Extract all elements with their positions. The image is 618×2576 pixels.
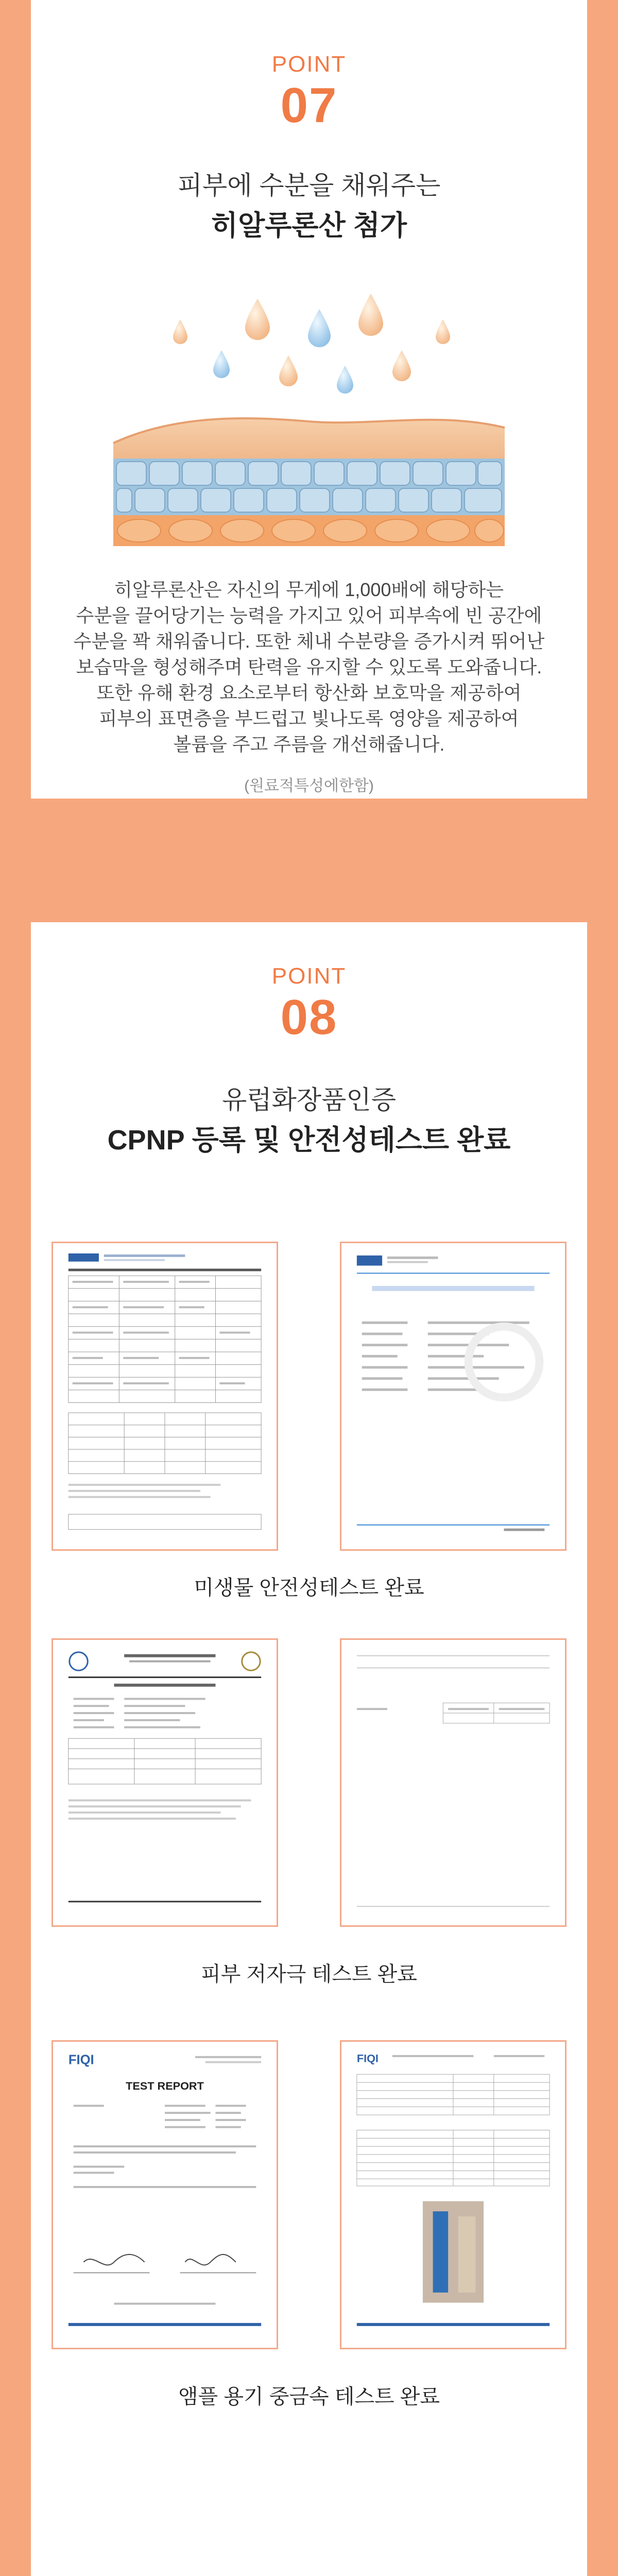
description-line: 수분을 끌어당기는 능력을 가지고 있어 피부속에 빈 공간에 bbox=[76, 605, 542, 626]
heavy-metal-results bbox=[340, 2040, 566, 2349]
microbial-test-caption: 미생물 안전성테스트 완료 bbox=[194, 1577, 424, 1599]
point-07-card bbox=[31, 0, 587, 799]
certificate-document bbox=[63, 1647, 266, 1916]
section-title: CPNP 등록 및 안전성테스트 완료 bbox=[107, 1125, 511, 1156]
fiqi-logo: FIQI bbox=[68, 2053, 94, 2067]
description-line: 수분을 꽉 채워줍니다. 또한 체내 수분량을 증가시켜 뛰어난 bbox=[73, 631, 545, 652]
heavy-metal-caption: 앰플 용기 중금속 테스트 완료 bbox=[178, 2385, 440, 2408]
certificate-document bbox=[63, 2049, 266, 2338]
description-line: 볼륨을 주고 주름을 개선해줍니다. bbox=[173, 734, 445, 755]
certificate-document bbox=[352, 1250, 555, 1539]
microbial-test-summary bbox=[340, 1242, 566, 1551]
ingredient-note: (원료적특성에한함) bbox=[244, 777, 374, 794]
description-line: 보습막을 형성해주며 탄력을 유지할 수 있도록 도와줍니다. bbox=[76, 656, 542, 677]
microbial-test-certificate bbox=[52, 1242, 278, 1551]
point-label: POINT bbox=[271, 963, 347, 989]
point-label: POINT bbox=[271, 52, 347, 77]
description-line: 피부의 표면층을 부드럽고 빛나도록 영양을 제공하여 bbox=[99, 708, 519, 729]
heavy-metal-test-report bbox=[52, 2040, 278, 2349]
section-subtitle: 피부에 수분을 채워주는 bbox=[177, 171, 441, 200]
description-line: 또한 유해 환경 요소로부터 항산화 보호막을 제공하여 bbox=[96, 682, 522, 703]
skin-irritation-caption: 피부 저자극 테스트 완료 bbox=[201, 1963, 417, 1986]
point-number: 07 bbox=[280, 78, 338, 133]
fiqi-logo: FIQI bbox=[356, 2052, 379, 2065]
hyaluronic-description bbox=[62, 577, 556, 757]
section-subtitle: 유럽화장품인증 bbox=[221, 1086, 397, 1114]
certificate-document bbox=[63, 1250, 266, 1539]
certificate-document bbox=[352, 1647, 555, 1916]
skin-irritation-summary bbox=[340, 1638, 566, 1927]
skin-layer-illustration bbox=[103, 289, 515, 551]
skin-irritation-certificate bbox=[52, 1638, 278, 1927]
water-droplets bbox=[173, 294, 450, 394]
point-08-card bbox=[31, 922, 587, 2576]
description-line: 히알루론산은 자신의 무게에 1,000배에 해당하는 bbox=[114, 579, 504, 600]
certificate-document bbox=[352, 2049, 555, 2338]
point-number: 08 bbox=[280, 990, 338, 1045]
section-title: 히알루론산 첨가 bbox=[211, 210, 407, 241]
test-report-heading: TEST REPORT bbox=[126, 2079, 204, 2092]
